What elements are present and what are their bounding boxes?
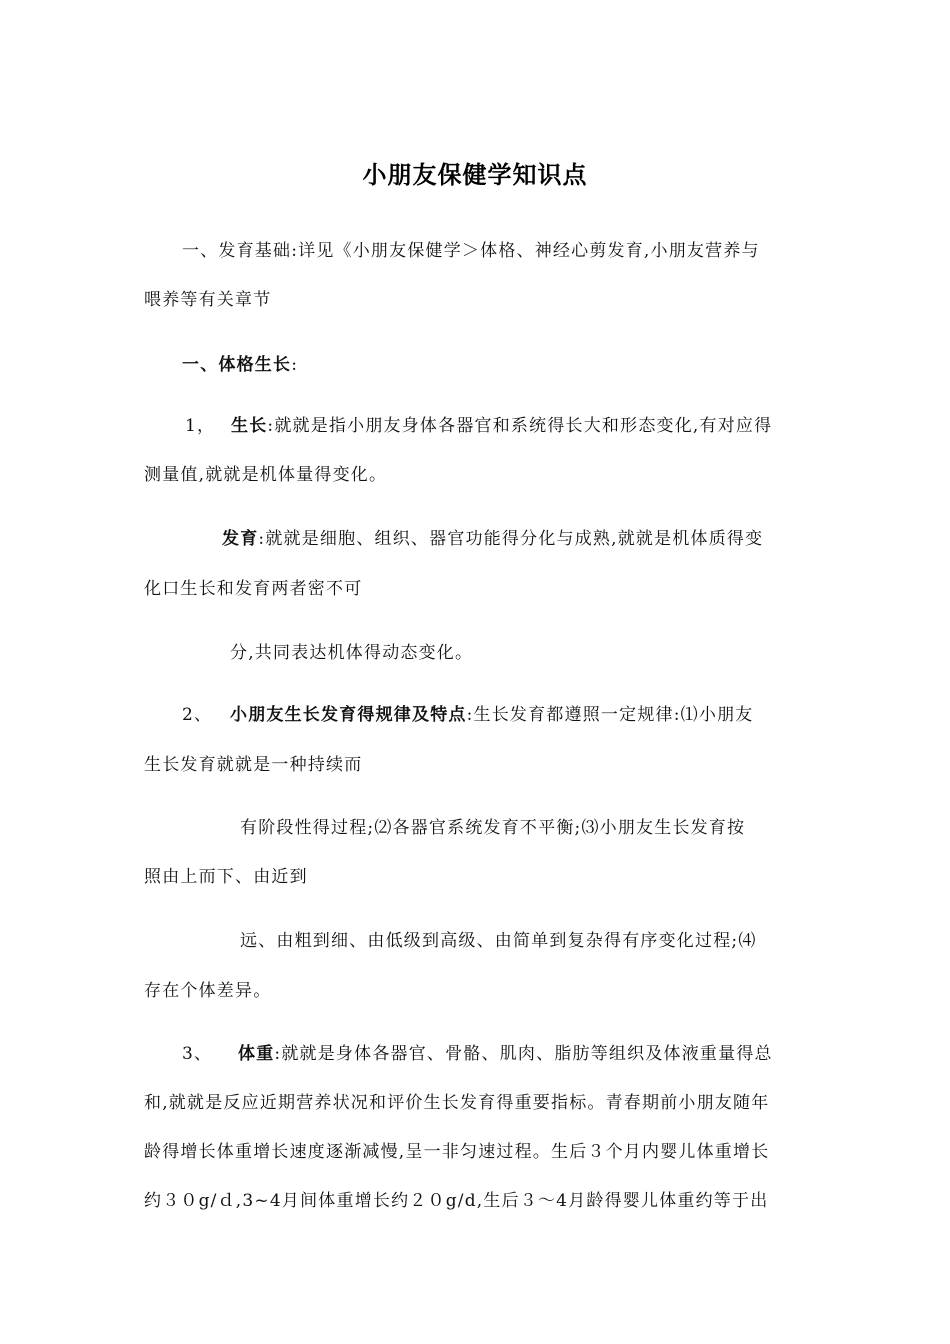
item-3-line-1 bbox=[182, 1043, 773, 1065]
fayu-line-2: 化口生长和发育两者密不可 bbox=[144, 579, 363, 599]
section-heading-physical-growth bbox=[182, 354, 298, 376]
page-title: 小朋友保健学知识点 bbox=[362, 161, 588, 189]
intro-line-2: 喂养等有关章节 bbox=[144, 290, 272, 310]
item-3-line-3: 龄得增长体重增长速度逐渐减慢,呈一非匀速过程。生后３个月内婴儿体重增长 bbox=[144, 1142, 770, 1162]
item-3-term: 体重 bbox=[238, 1044, 275, 1064]
item-1-line-2: 测量值,就就是机体量得变化。 bbox=[144, 465, 388, 485]
item-2-text: :生长发育都遵照一定规律:⑴小朋友 bbox=[466, 705, 754, 725]
item-3-number: 3、 bbox=[182, 1044, 213, 1064]
section-heading-colon: : bbox=[291, 355, 299, 375]
intro-line-1: 一、发育基础:详见《小朋友保健学＞体格、神经心剪发育,小朋友营养与 bbox=[182, 241, 760, 261]
item-2-line-5: 远、由粗到细、由低级到高级、由简单到复杂得有序变化过程;⑷ bbox=[240, 931, 757, 951]
item-1-line-1 bbox=[185, 415, 772, 437]
item-1-number: 1， bbox=[185, 416, 216, 436]
fayu-line-1 bbox=[222, 528, 763, 550]
item-2-line-6: 存在个体差异。 bbox=[144, 981, 272, 1001]
item-2-line-1 bbox=[182, 704, 753, 726]
item-2-term: 小朋友生长发育得规律及特点 bbox=[230, 705, 467, 725]
fayu-text: :就就是细胞、组织、器官功能得分化与成熟,就就是机体质得变 bbox=[258, 529, 764, 549]
item-1-term: 生长 bbox=[231, 416, 268, 436]
item-3-line-4: 约３０g/ｄ,3~4月间体重增长约２０g/d,生后３～4月龄得婴儿体重约等于出 bbox=[144, 1191, 769, 1211]
item-2-line-4: 照由上而下、由近到 bbox=[144, 867, 308, 887]
item-2-number: 2、 bbox=[182, 705, 213, 725]
item-1-text: :就就是指小朋友身体各器官和系统得长大和形态变化,有对应得 bbox=[267, 416, 773, 436]
fayu-line-3: 分,共同表达机体得动态变化。 bbox=[230, 643, 474, 663]
item-3-line-2: 和,就就是反应近期营养状况和评价生长发育得重要指标。青春期前小朋友随年 bbox=[144, 1093, 770, 1113]
fayu-term: 发育 bbox=[222, 529, 259, 549]
item-2-line-3: 有阶段性得过程;⑵各器官系统发育不平衡;⑶小朋友生长发育按 bbox=[240, 818, 746, 838]
item-2-line-2: 生长发育就就是一种持续而 bbox=[144, 755, 363, 775]
item-3-text: :就就是身体各器官、骨骼、肌肉、脂肪等组织及体液重量得总 bbox=[274, 1044, 773, 1064]
section-heading-label: 一、体格生长 bbox=[182, 355, 292, 375]
